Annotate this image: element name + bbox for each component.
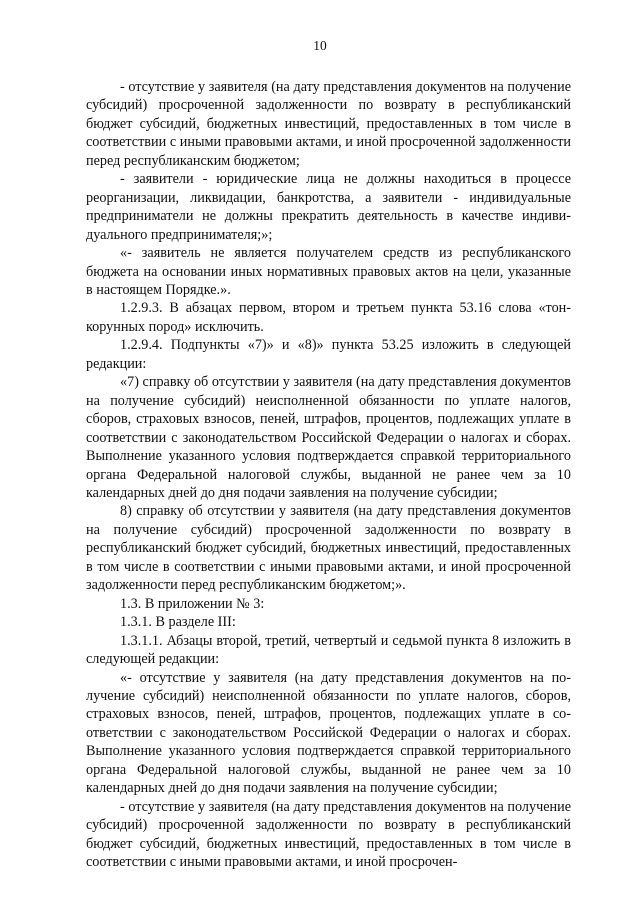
document-body	[86, 78, 571, 871]
paragraph: 1.3.1.1. Абзацы второй, третий, четвертый и седьмой пункта 8 изложить в следующей редакции:	[86, 632, 571, 668]
page-number: 10	[313, 38, 327, 53]
paragraph: «7) справку об отсутствии у заявителя (на дату представления документов на получение субсидий) неисполненной обязанности по уплате налогов, сборов, страховых взносов, пеней, штрафов, процентов, подлежащих уплате в соответствии с законодательством Российской Федерации о налогах и сборах. Выполнение указанного условия подтверждается справкой территориального органа Федеральной налоговой службы, выданной не ранее чем за 10 календарных дней до дня подачи заявления на получение субсидии;	[86, 374, 571, 501]
paragraph: 1.2.9.4. Подпункты «7)» и «8)» пункта 53.25 изложить в следующей редакции:	[86, 337, 571, 372]
paragraph: «- заявитель не является получателем средств из республиканского бюджета на основании иных нормативных правовых актов на цели, указанные в настоящем Порядке.».	[86, 245, 571, 298]
paragraph: 8) справку об отсутствии у заявителя (на дату представления документов на получение субсидий) просроченной задолженности по возврату в республиканский бюджет субсидий, бюджетных инвестиций, предоставленных в том числе в соответствии с иными правовыми актами, и иной просроченной задолженности перед республиканским бюджетом;».	[86, 503, 571, 594]
paragraph: - отсутствие у заявителя (на дату представления документов на получение субсидий) просроченной задолженности по возврату в республиканский бюджет субсидий, бюджетных инвестиций, предоставленных в том числе в соответствии с иными правовыми актами, и иной просрочен-	[86, 798, 571, 871]
paragraph: 1.3.1. В разделе III:	[120, 614, 236, 631]
paragraph: 1.3. В приложении № 3:	[120, 595, 265, 612]
paragraph: - заявители - юридические лица не должны находиться в процессе реорганизации, ликвидации, банкротства, а заявители - индивидуальные предприниматели не должны прекратить деятельность в качестве индивидуального предпринимателя;»;	[86, 171, 571, 243]
paragraph: «- отсутствие у заявителя (на дату представления документов на получение субсидий) неисполненной обязанности по уплате налогов, сборов, страховых взносов, пеней, штрафов, процентов, подлежащих уплате в соответствии с законодательством Российской Федерации о налогах и сборах. Выполнение указанного условия подтверждается справкой территориального органа Федеральной налоговой службы, выданной не ранее чем за 10 календарных дней до дня подачи заявления на получение субсидии;	[86, 669, 571, 797]
paragraph: - отсутствие у заявителя (на дату представления документов на получение субсидий) просроченной задолженности по возврату в республиканский бюджет субсидий, бюджетных инвестиций, предоставленных в том числе в соответствии с иными правовыми актами, и иной просроченной задолженности перед республиканским бюджетом;	[86, 79, 571, 169]
paragraph: 1.2.9.3. В абзацах первом, втором и третьем пункта 53.16 слова «тонкорунных пород» исключить.	[86, 300, 571, 335]
